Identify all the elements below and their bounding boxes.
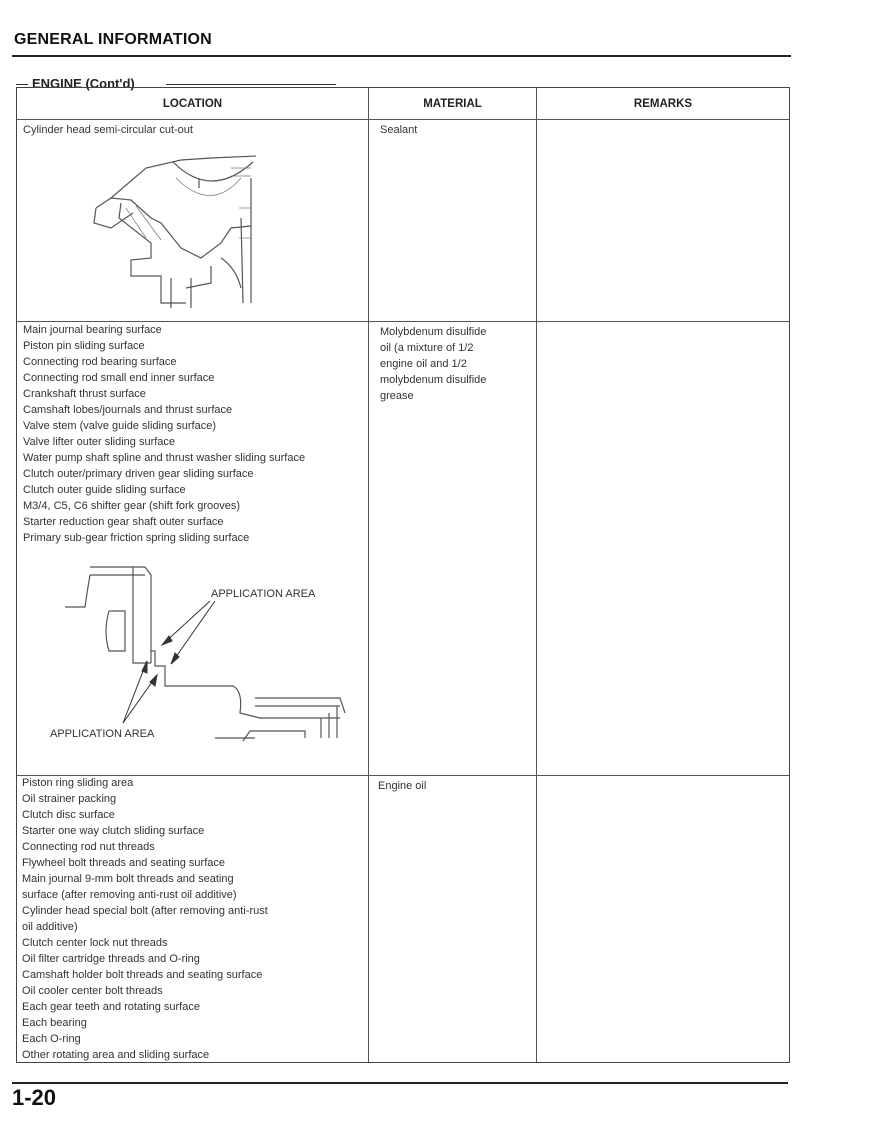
material-line: engine oil and 1/2 [380,358,467,370]
row2-material [380,324,486,404]
location-line: Clutch outer/primary driven gear sliding surface [23,468,254,480]
location-line: Clutch outer guide sliding surface [23,484,186,496]
material-line: molybdenum disulfide [380,374,487,386]
location-line: Cylinder head semi-circular cut-out [23,124,193,136]
section-title: ENGINE (Cont'd) [32,76,139,91]
location-line: Piston ring sliding area [22,777,134,789]
location-line: Oil strainer packing [22,793,117,805]
location-line: Valve stem (valve guide sliding surface) [23,420,216,432]
application-area-label-upper: APPLICATION AREA [211,588,316,600]
material-line: Molybdenum disulfide [380,326,487,338]
location-line: Main journal bearing surface [23,324,162,336]
footer-divider [12,1082,788,1084]
location-line: Crankshaft thrust surface [23,388,146,400]
location-line: Water pump shaft spline and thrust washer sliding surface [23,452,306,464]
header-divider [12,55,791,57]
section-title-line [166,84,336,85]
location-line: Each O-ring [22,1033,81,1045]
material-line: Sealant [380,124,418,136]
column-divider-remarks [536,88,537,1062]
location-line: Clutch disc surface [22,809,115,821]
column-header-remarks: REMARKS [633,98,693,110]
row1-location [23,122,193,138]
page-title: GENERAL INFORMATION [14,31,212,48]
cylinder-head-cutout-illustration [91,148,261,308]
material-line: Engine oil [378,780,427,792]
location-line: Camshaft lobes/journals and thrust surface [23,404,233,416]
location-line: Starter reduction gear shaft outer surface [23,516,224,528]
location-line: Cylinder head special bolt (after removing anti-rust [22,905,268,917]
location-line: Starter one way clutch sliding surface [22,825,205,837]
location-line: M3/4, C5, C6 shifter gear (shift fork grooves) [23,500,241,512]
lubrication-table [16,87,790,1063]
location-line: Flywheel bolt threads and seating surface [22,857,226,869]
location-line: Main journal 9-mm bolt threads and seating [22,873,234,885]
section-tick [16,84,28,85]
location-line: surface (after removing anti-rust oil additive) [22,889,237,901]
location-line: Clutch center lock nut threads [22,937,168,949]
location-line: Oil cooler center bolt threads [22,985,163,997]
row2-location [23,322,305,546]
location-line: Each gear teeth and rotating surface [22,1001,200,1013]
location-line: Connecting rod nut threads [22,841,155,853]
location-line: Other rotating area and sliding surface [22,1049,210,1061]
location-line: Connecting rod small end inner surface [23,372,215,384]
location-line: Each bearing [22,1017,87,1029]
row3-material [378,778,426,794]
material-line: oil (a mixture of 1/2 [380,342,474,354]
location-line: Piston pin sliding surface [23,340,145,352]
location-line: Primary sub-gear friction spring sliding surface [23,532,250,544]
row1-material [380,122,417,138]
application-area-label-lower: APPLICATION AREA [50,728,155,740]
header-row-divider [17,119,789,120]
location-line: Camshaft holder bolt threads and seating surface [22,969,263,981]
location-line: oil additive) [22,921,78,933]
location-line: Valve lifter outer sliding surface [23,436,176,448]
location-line: Oil filter cartridge threads and O-ring [22,953,200,965]
row3-location [22,775,268,1063]
location-line: Connecting rod bearing surface [23,356,177,368]
column-header-material: MATERIAL [423,98,482,110]
column-divider-material [368,88,369,1062]
column-header-location: LOCATION [162,98,223,110]
page-number: 1-20 [12,1085,57,1110]
material-line: grease [380,390,414,402]
